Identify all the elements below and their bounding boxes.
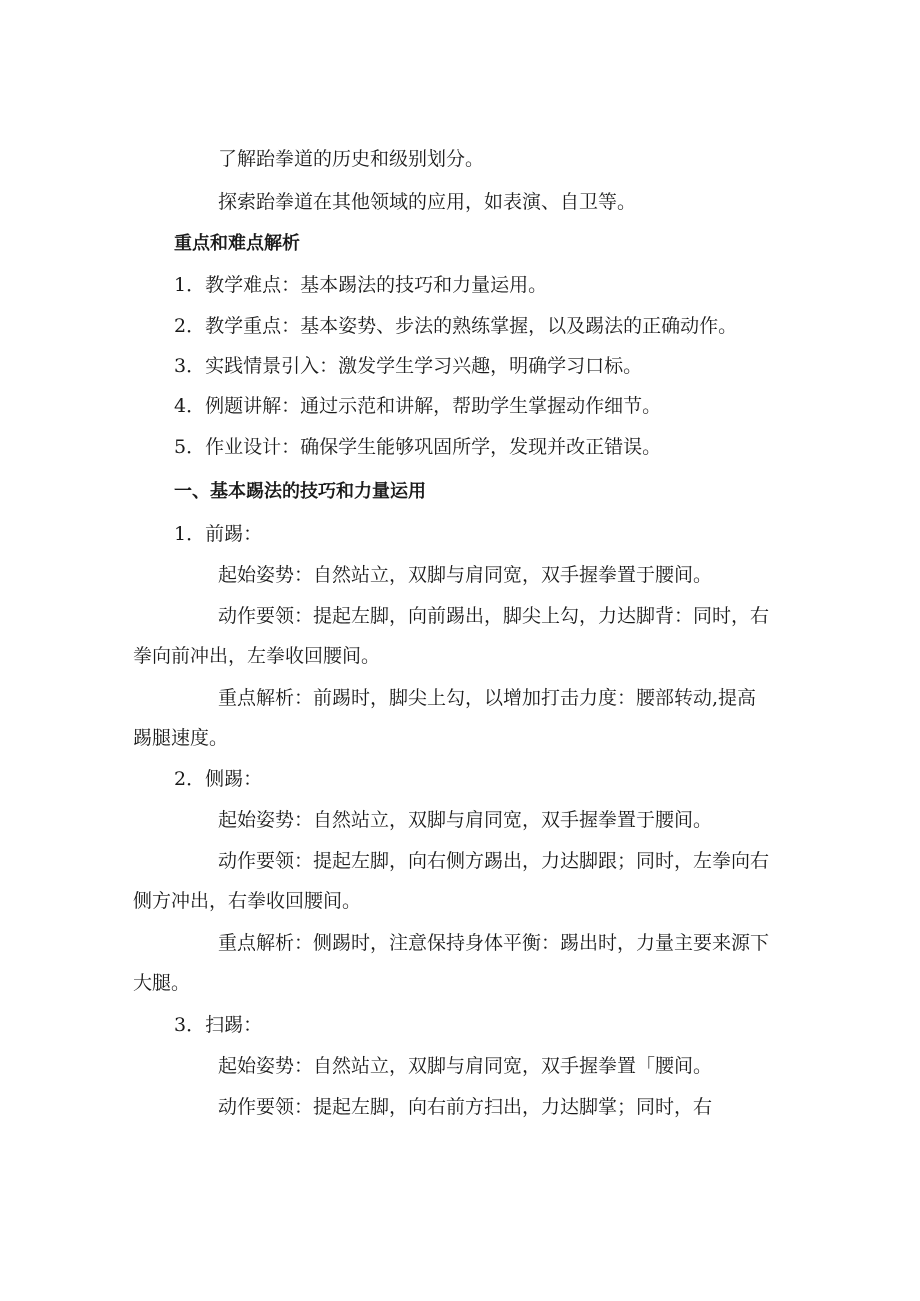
sweep-kick-start-posture: 起始姿势：自然站立，双脚与肩同宽，双手握拳置「腰间。	[218, 1055, 713, 1077]
side-kick-essentials-cont: 侧方冲出，右拳收回腰间。	[133, 890, 362, 912]
front-kick-title: 1．前踢：	[174, 523, 263, 545]
intro-line-history: 了解跆拳道的历史和级别划分。	[218, 148, 485, 170]
front-kick-analysis: 重点解析：前踢时，脚尖上勾，以增加打击力度：腰部转动,提高	[218, 687, 757, 709]
sweep-kick-essentials: 动作要领：提起左脚，向右前方扫出，力达脚掌；同时，右	[218, 1096, 713, 1118]
sweep-kick-title: 3．扫踢：	[174, 1014, 263, 1036]
front-kick-start-posture: 起始姿势：自然站立，双脚与肩同宽，双手握拳置于腰间。	[218, 564, 713, 586]
front-kick-essentials: 动作要领：提起左脚，向前踢出，脚尖上勾，力达脚背：同时，右	[218, 605, 770, 627]
intro-line-applications: 探索跆拳道在其他领域的应用，如表演、自卫等。	[218, 191, 637, 213]
side-kick-essentials: 动作要领：提起左脚，向右侧方踢出，力达脚跟；同时，左拳向右	[218, 850, 770, 872]
key-point-item: 5．作业设计：确保学生能够巩固所学，发现并改正错误。	[174, 436, 662, 458]
side-kick-start-posture: 起始姿势：自然站立，双脚与肩同宽，双手握拳置于腰间。	[218, 809, 713, 831]
front-kick-essentials-cont: 拳向前冲出，左拳收回腰间。	[133, 645, 381, 667]
front-kick-analysis-cont: 踢腿速度。	[133, 727, 229, 749]
side-kick-title: 2．侧踢：	[174, 768, 263, 790]
section-heading-kicks: 一、基本踢法的技巧和力量运用	[174, 481, 426, 502]
key-point-item: 2．教学重点：基本姿势、步法的熟练掌握，以及踢法的正确动作。	[174, 315, 738, 337]
key-points-heading: 重点和难点解析	[174, 233, 300, 254]
key-point-item: 4．例题讲解：通过示范和讲解，帮助学生掌握动作细节。	[174, 395, 662, 417]
key-point-item: 1．教学难点：基本踢法的技巧和力量运用。	[174, 274, 548, 296]
side-kick-analysis: 重点解析：侧踢时，注意保持身体平衡：踢出时，力量主要来源下	[218, 932, 770, 954]
key-point-item: 3．实践情景引入：激发学生学习兴趣，明确学习口标。	[174, 355, 643, 377]
side-kick-analysis-cont: 大腿。	[133, 972, 191, 994]
